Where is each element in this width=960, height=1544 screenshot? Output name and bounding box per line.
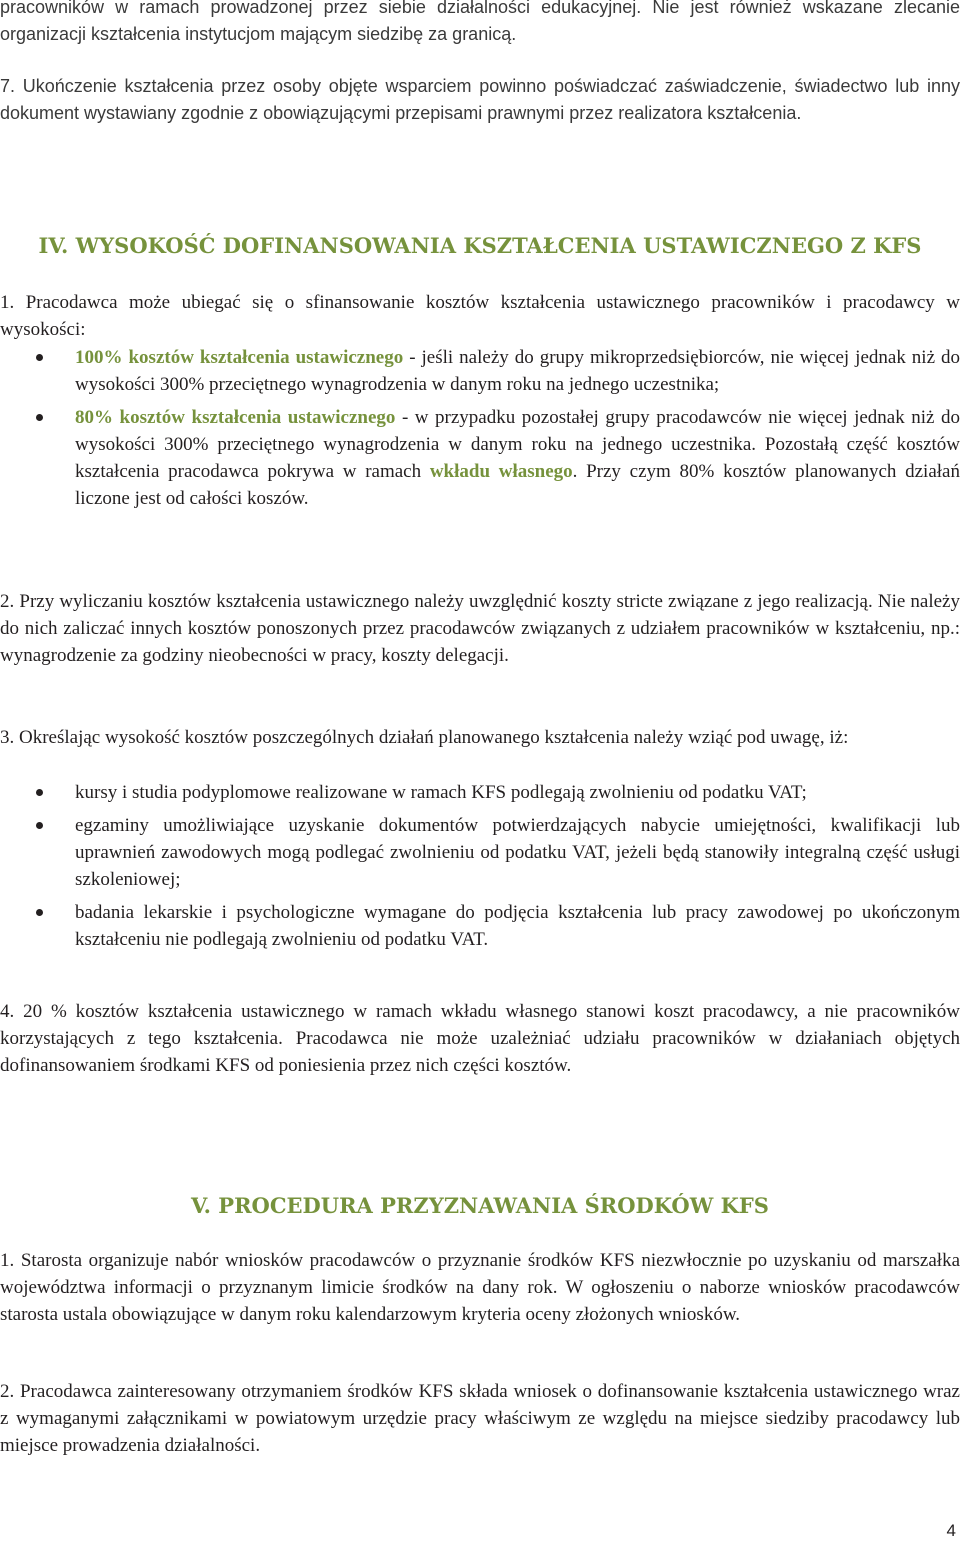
list-item [0, 812, 960, 893]
paragraph-intro-continuation: pracowników w ramach prowadzonej przez siebie działalności edukacyjnej. Nie jest również wskazane zlecanie organizacji kształcenia instytucjom mającym siedzibę za granicą. [0, 0, 960, 44]
paragraph-iv-3: 3. Określając wysokość kosztów poszczególnych działań planowanego kształcenia należy wziąć pod uwagę, iż: [0, 727, 849, 748]
paragraph-iv-1: 1. Pracodawca może ubiegać się o sfinansowanie kosztów kształcenia ustawicznego pracowników i pracodawcy w wysokości: [0, 292, 960, 340]
list-item-text: kursy i studia podyplomowe realizowane w ramach KFS podlegają zwolnieniu od podatku VAT; [75, 782, 807, 803]
list-item-text: badania lekarskie i psychologiczne wymagane do podjęcia kształcenia lub pracy zawodowej po ukończonym kształceniu nie podlegają zwolnieniu od podatku VAT. [75, 902, 960, 950]
list-item-80-percent [0, 404, 960, 512]
paragraph-v-2: 2. Pracodawca zainteresowany otrzymaniem środków KFS składa wniosek o dofinansowanie kształcenia ustawicznego wraz z wymaganymi załącznikami w powiatowym urzędzie pracy właściwym ze względu na miejsce siedziby pracodawcy lub miejsce prowadzenia działalności. [0, 1381, 960, 1456]
section-heading-iv: IV. WYSOKOŚĆ DOFINANSOWANIA KSZTAŁCENIA USTAWICZNEGO Z KFS [38, 233, 922, 258]
list-item-text: . Przy czym 80% kosztów planowanych działań liczone jest od całości koszów. [75, 461, 960, 509]
list-item [0, 779, 960, 806]
highlight-own-contribution: wkładu własnego [429, 461, 573, 482]
paragraph-iv-4: 4. 20 % kosztów kształcenia ustawicznego w ramach wkładu własnego stanowi koszt pracodawcy, a nie pracowników korzystających z tego kształcenia. Pracodawca nie może uzależniać udziału pracowników w działaniach objętych dofinansowaniem środkami KFS od poniesienia przez nich części kosztów. [0, 1001, 960, 1076]
paragraph-7: 7. Ukończenie kształcenia przez osoby objęte wsparciem powinno poświadczać zaświadczenie, świadectwo lub inny dokument wystawiany zgodnie z obowiązującymi przepisami prawnymi przez realizatora kształcenia. [0, 76, 960, 123]
list-item-text: egzaminy umożliwiające uzyskanie dokumentów potwierdzających nabycie umiejętności, kwalifikacji lub uprawnień zawodowych mogą podlegać zwolnieniu od podatku VAT, jeżeli będą stanowiły integralną część usługi szkoleniowej; [75, 815, 960, 890]
list-item-text: - jeśli należy do grupy mikroprzedsiębiorców, nie więcej jednak niż do wysokości 300% przeciętnego wynagrodzenia w danym roku na jednego uczestnika; [75, 347, 960, 395]
bullet-icon [36, 822, 43, 829]
bullet-icon [36, 354, 43, 361]
section-heading-v: V. PROCEDURA PRZYZNAWANIA ŚRODKÓW KFS [191, 1193, 769, 1218]
list-item [0, 899, 960, 953]
bullet-icon [36, 414, 43, 421]
paragraph-v-1: 1. Starosta organizuje nabór wniosków pracodawców o przyznanie środków KFS niezwłocznie po uzyskaniu od marszałka województwa informacji o przyznanym limicie środków na dany rok. W ogłoszeniu o naborze wniosków pracodawców starosta ustala obowiązujące w danym roku kalendarzowym kryteria oceny złożonych wniosków. [0, 1250, 960, 1325]
page-number: 4 [946, 1521, 956, 1540]
funding-levels-list [0, 344, 960, 518]
vat-notes-list [0, 779, 960, 959]
paragraph-iv-2: 2. Przy wyliczaniu kosztów kształcenia ustawicznego należy uwzględnić koszty stricte związane z jego realizacją. Nie należy do nich zaliczać innych kosztów ponoszonych przez pracodawców związanych z udziałem pracowników w kształceniu, np.: wynagrodzenie za godziny nieobecności w pracy, koszty delegacji. [0, 591, 960, 666]
bullet-icon [36, 789, 43, 796]
highlight-80-percent: 80% kosztów kształcenia ustawicznego [75, 407, 396, 428]
highlight-100-percent: 100% kosztów kształcenia ustawicznego [75, 347, 404, 368]
list-item-text: - w przypadku pozostałej grupy pracodawców nie więcej jednak niż do wysokości 300% przeciętnego wynagrodzenia w danym roku na jednego uczestnika. Pozostałą część kosztów kształcenia pracodawca pokrywa w ramach [75, 407, 960, 482]
bullet-icon [36, 909, 43, 916]
list-item-100-percent [0, 344, 960, 398]
